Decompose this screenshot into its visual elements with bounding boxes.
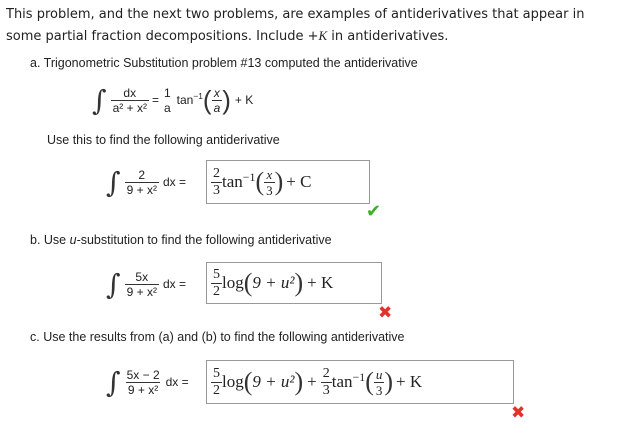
- part-a-integrand: $\frac{2}{\text{9 + x²}}$: [126, 167, 157, 197]
- intro-text: This problem, and the next two problems, are examples of antiderivatives that appear in some partial fraction decompositions. Include +: [6, 7, 585, 44]
- given-coefficient: $\frac{1}{a}$: [163, 85, 171, 115]
- part-c-integrand: $\frac{5x - 2}{\text{9 + x²}}$: [126, 367, 160, 397]
- part-b-answer-field[interactable]: $\frac{5}{2}$ log ( 9 + u² ) + K: [206, 262, 382, 304]
- part-a-instruction: Use this to find the following antiderivative: [47, 133, 280, 147]
- part-a-integral: ∫ $\frac{2}{\text{9 + x²}}$ dx =: [106, 165, 186, 199]
- part-b-integrand: $\frac{5x}{\text{9 + x²}}$: [126, 269, 157, 299]
- given-integrand: $\frac{dx}{\text{a² + x²}}$: [112, 85, 147, 115]
- integral-icon: ∫: [106, 267, 121, 301]
- part-b-heading: b. Use u-substitution to find the following antiderivative: [30, 233, 332, 247]
- part-c-heading: c. Use the results from (a) and (b) to find the following antiderivative: [30, 330, 405, 344]
- part-a-answer-field[interactable]: $\frac{2}{3}$ tan $^{-1}$ ( $\frac{x}{3}$ ) + C: [206, 160, 370, 204]
- part-c-answer-field[interactable]: $\frac{5}{2}$ log ( 9 + u² ) + $\frac{2}{3}$ tan $^{-1}$ ( $\frac{u}{3}$ ) + K: [206, 360, 514, 404]
- given-formula: ∫ $\frac{dx}{\text{a² + x²}}$ = $\frac{1}{a}$ tan $^{-1}$ ( $\frac{x}{a}$ ) + K: [92, 83, 254, 117]
- intro-text-end: in antiderivatives.: [327, 29, 449, 44]
- incorrect-cross-icon: ✖: [378, 303, 393, 323]
- part-b-integral: ∫ $\frac{5x}{\text{9 + x²}}$ dx =: [106, 267, 186, 301]
- given-argument: $\frac{x}{a}$: [213, 85, 221, 115]
- integral-icon: ∫: [106, 165, 121, 199]
- part-c-integral: ∫ $\frac{5x - 2}{\text{9 + x²}}$ dx =: [106, 365, 189, 399]
- intro-constant: K: [318, 28, 328, 43]
- part-a-heading: a. Trigonometric Substitution problem #13 computed the antiderivative: [30, 56, 418, 70]
- incorrect-cross-icon: ✖: [511, 403, 526, 423]
- correct-check-icon: ✔: [366, 201, 382, 222]
- integral-icon: ∫: [106, 365, 121, 399]
- problem-intro: [6, 4, 618, 47]
- integral-icon: ∫: [92, 83, 107, 117]
